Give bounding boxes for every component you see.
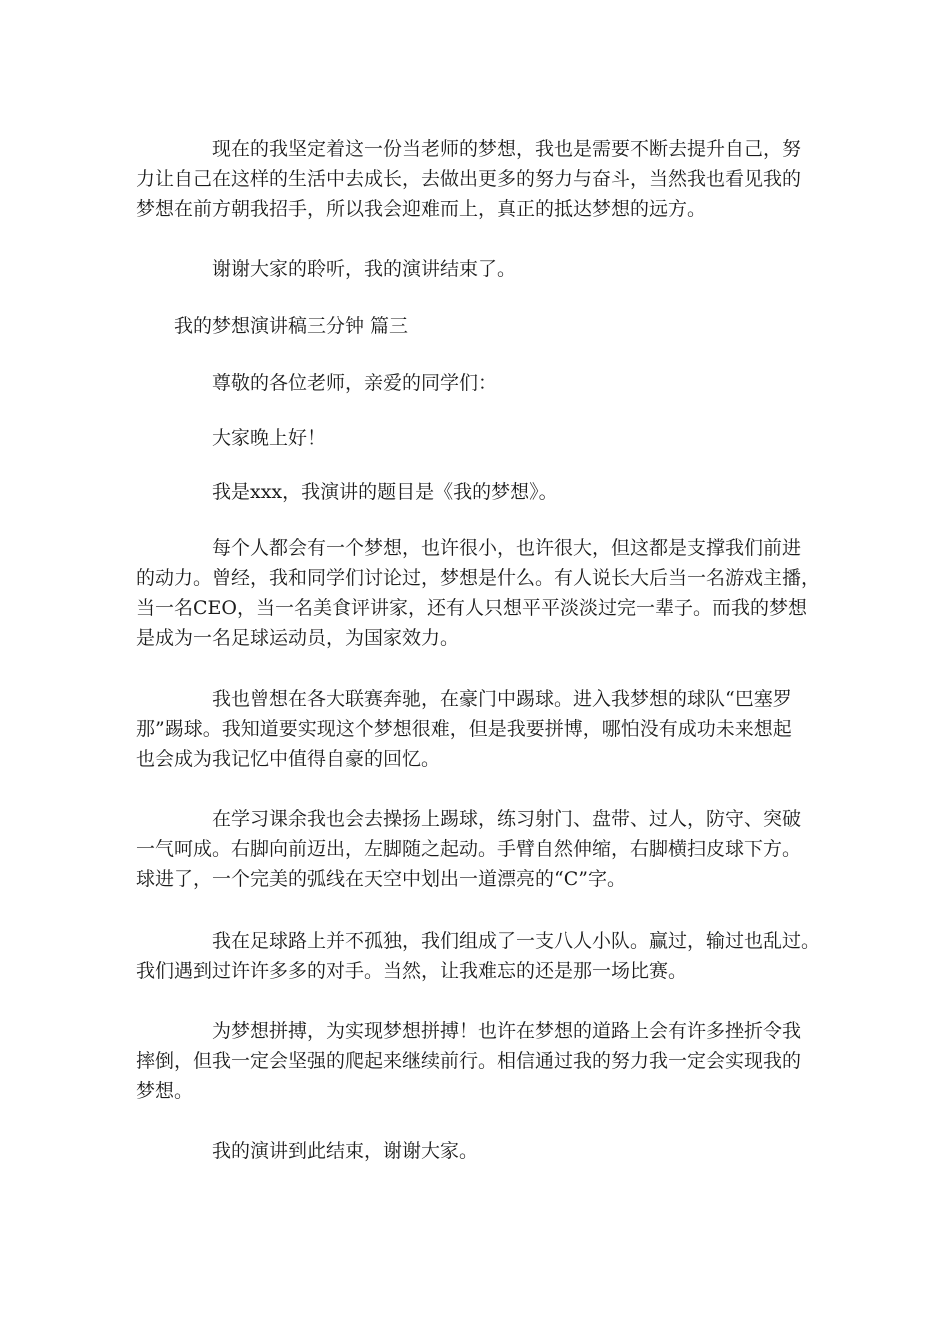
text-line: 我的演讲到此结束，谢谢大家。	[212, 1140, 479, 1162]
text-line: 谢谢大家的聆听，我的演讲结束了。	[212, 258, 517, 280]
text-line: 现在的我坚定着这一份当老师的梦想，我也是需要不断去提升自己，努	[212, 138, 802, 160]
text-line: 尊敬的各位老师，亲爱的同学们：	[212, 372, 498, 394]
text-line: 我是xxx，我演讲的题目是《我的梦想》。	[212, 481, 558, 503]
text-line: 是成为一名足球运动员，为国家效力。	[136, 627, 460, 649]
text-line: 为梦想拼搏，为实现梦想拼搏！也许在梦想的道路上会有许多挫折令我	[212, 1020, 802, 1042]
paragraph-teacher-dream	[136, 134, 816, 224]
text-line: 我也曾想在各大联赛奔驰，在豪门中踢球。进入我梦想的球队“巴塞罗	[212, 688, 792, 710]
text-line: 力让自己在这样的生活中去成长，去做出更多的努力与奋斗，当然我也看见我的	[136, 168, 802, 190]
text-line: 摔倒，但我一定会坚强的爬起来继续前行。相信通过我的努力我一定会实现我的	[136, 1050, 802, 1072]
section-title: 我的梦想演讲稿三分钟 篇三	[174, 315, 409, 337]
text-line: 球进了，一个完美的弧线在天空中划出一道漂亮的“C”字。	[136, 868, 626, 890]
paragraph-everyone-dream	[136, 533, 821, 653]
paragraph-good-evening	[136, 423, 816, 453]
paragraph-practice	[136, 804, 816, 894]
text-line: 的动力。曾经，我和同学们讨论过，梦想是什么。有人说长大后当一名游戏主播，	[136, 567, 821, 589]
text-line: 梦想在前方朝我招手，所以我会迎难而上，真正的抵达梦想的远方。	[136, 198, 707, 220]
paragraph-barcelona	[136, 684, 816, 774]
text-line: 梦想。	[136, 1080, 194, 1102]
text-line: 我们遇到过许许多多的对手。当然，让我难忘的还是那一场比赛。	[136, 960, 688, 982]
paragraph-greeting	[136, 368, 816, 398]
paragraph-thanks	[136, 254, 816, 284]
text-line: 在学习课余我也会去操扬上踢球，练习射门、盘带、过人，防守、突破	[212, 808, 802, 830]
text-line: 一气呵成。右脚向前迈出，左脚随之起动。手臂自然伸缩，右脚横扫皮球下方。	[136, 838, 802, 860]
paragraph-strive	[136, 1016, 816, 1106]
paragraph-team	[136, 926, 821, 986]
paragraph-speaker-intro	[136, 477, 816, 507]
text-line: 大家晚上好！	[212, 427, 327, 449]
text-line: 那”踢球。我知道要实现这个梦想很难，但是我要拼博，哪怕没有成功未来想起	[136, 718, 792, 740]
text-line: 当一名CEO，当一名美食评讲家，还有人只想平平淡淡过完一辈子。而我的梦想	[136, 597, 807, 619]
text-line: 也会成为我记忆中值得自豪的回忆。	[136, 748, 441, 770]
paragraph-closing	[136, 1136, 816, 1166]
text-line: 每个人都会有一个梦想，也许很小，也许很大，但这都是支撑我们前进	[212, 537, 802, 559]
text-line: 我在足球路上并不孤独，我们组成了一支八人小队。赢过，输过也乱过。	[212, 930, 821, 952]
